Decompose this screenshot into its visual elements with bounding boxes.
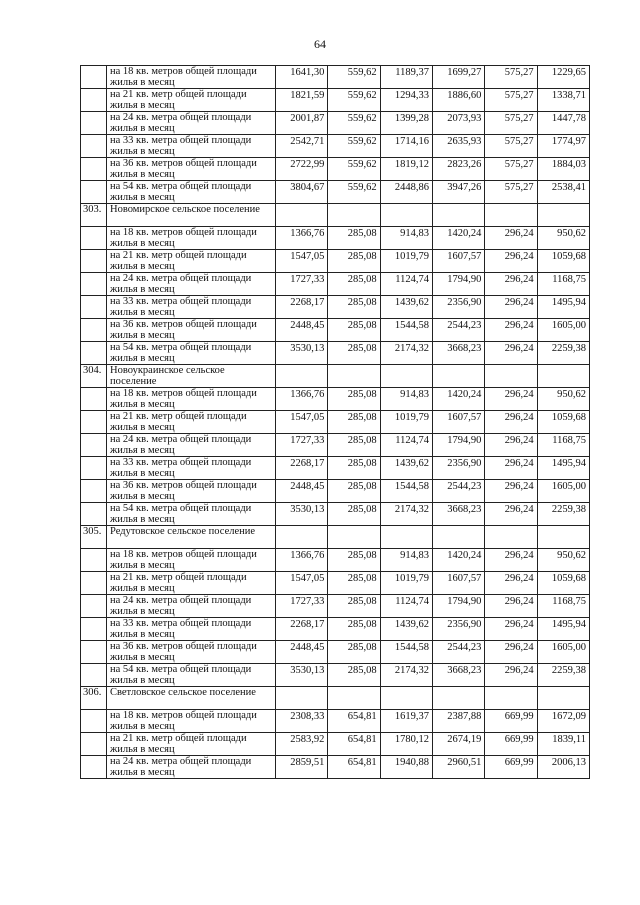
value-cell: 2674,19 [432, 733, 484, 756]
norm-description: на 24 кв. метра общей площади жилья в месяц [107, 273, 276, 296]
row-number [81, 181, 107, 204]
norm-description: на 54 кв. метра общей площади жилья в месяц [107, 503, 276, 526]
value-cell: 1420,24 [432, 549, 484, 572]
value-cell [485, 526, 537, 549]
value-cell: 1495,94 [537, 296, 589, 319]
value-cell: 2448,45 [276, 641, 328, 664]
norm-description: на 21 кв. метр общей площади жилья в месяц [107, 411, 276, 434]
value-cell [328, 204, 380, 227]
value-cell: 1605,00 [537, 319, 589, 342]
row-number: 303. [81, 204, 107, 227]
value-cell: 296,24 [485, 342, 537, 365]
value-cell: 2001,87 [276, 112, 328, 135]
table-row [81, 388, 590, 411]
value-cell: 559,62 [328, 135, 380, 158]
norm-description: на 18 кв. метров общей площади жилья в месяц [107, 549, 276, 572]
value-cell: 669,99 [485, 756, 537, 779]
table-section-row [81, 204, 590, 227]
value-cell [276, 526, 328, 549]
table-row [81, 503, 590, 526]
value-cell: 285,08 [328, 296, 380, 319]
row-number [81, 112, 107, 135]
value-cell: 1607,57 [432, 250, 484, 273]
value-cell: 285,08 [328, 641, 380, 664]
norm-description: на 21 кв. метр общей площади жилья в месяц [107, 89, 276, 112]
row-number [81, 296, 107, 319]
value-cell: 1189,37 [380, 66, 432, 89]
value-cell: 914,83 [380, 549, 432, 572]
value-cell [485, 204, 537, 227]
value-cell: 1607,57 [432, 572, 484, 595]
value-cell: 285,08 [328, 503, 380, 526]
value-cell: 296,24 [485, 480, 537, 503]
norm-description: на 36 кв. метров общей площади жилья в месяц [107, 641, 276, 664]
value-cell: 2583,92 [276, 733, 328, 756]
value-cell: 1821,59 [276, 89, 328, 112]
value-cell: 2006,13 [537, 756, 589, 779]
value-cell: 2859,51 [276, 756, 328, 779]
value-cell [432, 204, 484, 227]
page-number: 64 [314, 37, 326, 51]
value-cell: 2722,99 [276, 158, 328, 181]
value-cell: 1439,62 [380, 457, 432, 480]
value-cell: 2356,90 [432, 618, 484, 641]
value-cell: 1794,90 [432, 434, 484, 457]
value-cell: 2356,90 [432, 457, 484, 480]
value-cell: 1366,76 [276, 388, 328, 411]
value-cell: 285,08 [328, 342, 380, 365]
value-cell: 1794,90 [432, 273, 484, 296]
table-row [81, 89, 590, 112]
value-cell: 2174,32 [380, 503, 432, 526]
row-number [81, 618, 107, 641]
value-cell: 654,81 [328, 756, 380, 779]
value-cell [537, 365, 589, 388]
value-cell: 2544,23 [432, 480, 484, 503]
value-cell: 2174,32 [380, 342, 432, 365]
value-cell: 2387,88 [432, 710, 484, 733]
value-cell: 1605,00 [537, 641, 589, 664]
table-section-row [81, 687, 590, 710]
value-cell [328, 526, 380, 549]
row-number [81, 480, 107, 503]
table-row [81, 112, 590, 135]
value-cell: 1495,94 [537, 618, 589, 641]
table-row [81, 480, 590, 503]
value-cell: 1607,57 [432, 411, 484, 434]
value-cell: 1019,79 [380, 411, 432, 434]
table-row [81, 342, 590, 365]
row-number [81, 227, 107, 250]
value-cell: 296,24 [485, 296, 537, 319]
value-cell: 3668,23 [432, 664, 484, 687]
value-cell: 285,08 [328, 434, 380, 457]
value-cell: 1884,03 [537, 158, 589, 181]
value-cell: 1399,28 [380, 112, 432, 135]
norm-description: на 54 кв. метра общей площади жилья в месяц [107, 181, 276, 204]
value-cell: 2259,38 [537, 342, 589, 365]
value-cell: 296,24 [485, 664, 537, 687]
table-row [81, 181, 590, 204]
value-cell: 3530,13 [276, 664, 328, 687]
value-cell: 285,08 [328, 572, 380, 595]
value-cell: 1714,16 [380, 135, 432, 158]
table-row [81, 135, 590, 158]
value-cell: 1495,94 [537, 457, 589, 480]
value-cell: 1019,79 [380, 250, 432, 273]
norm-description: на 21 кв. метр общей площади жилья в месяц [107, 250, 276, 273]
value-cell: 1547,05 [276, 250, 328, 273]
row-number: 304. [81, 365, 107, 388]
value-cell: 2356,90 [432, 296, 484, 319]
value-cell: 3804,67 [276, 181, 328, 204]
row-number [81, 710, 107, 733]
value-cell: 285,08 [328, 227, 380, 250]
value-cell: 2174,32 [380, 664, 432, 687]
row-number [81, 135, 107, 158]
row-number [81, 319, 107, 342]
value-cell: 296,24 [485, 319, 537, 342]
settlement-name: Новоукраинское сельское поселение [107, 365, 276, 388]
row-number [81, 457, 107, 480]
row-number [81, 273, 107, 296]
value-cell: 2259,38 [537, 503, 589, 526]
value-cell: 950,62 [537, 549, 589, 572]
value-cell: 296,24 [485, 434, 537, 457]
value-cell: 2268,17 [276, 296, 328, 319]
value-cell: 1059,68 [537, 572, 589, 595]
value-cell: 2259,38 [537, 664, 589, 687]
value-cell: 1547,05 [276, 572, 328, 595]
table-row [81, 296, 590, 319]
value-cell: 2538,41 [537, 181, 589, 204]
row-number [81, 664, 107, 687]
value-cell: 1819,12 [380, 158, 432, 181]
table-row [81, 457, 590, 480]
value-cell: 1124,74 [380, 595, 432, 618]
value-cell: 296,24 [485, 595, 537, 618]
value-cell: 559,62 [328, 66, 380, 89]
value-cell: 2073,93 [432, 112, 484, 135]
value-cell: 285,08 [328, 664, 380, 687]
value-cell: 1672,09 [537, 710, 589, 733]
row-number [81, 549, 107, 572]
row-number [81, 572, 107, 595]
value-cell: 3668,23 [432, 342, 484, 365]
value-cell: 1780,12 [380, 733, 432, 756]
table-row [81, 664, 590, 687]
table-row [81, 250, 590, 273]
value-cell: 1338,71 [537, 89, 589, 112]
value-cell: 296,24 [485, 457, 537, 480]
settlement-name: Новомирское сельское поселение [107, 204, 276, 227]
value-cell: 285,08 [328, 273, 380, 296]
value-cell [328, 687, 380, 710]
table-row [81, 158, 590, 181]
value-cell: 669,99 [485, 710, 537, 733]
value-cell: 285,08 [328, 250, 380, 273]
row-number [81, 503, 107, 526]
value-cell [432, 365, 484, 388]
row-number [81, 595, 107, 618]
row-number [81, 388, 107, 411]
value-cell: 3947,26 [432, 181, 484, 204]
value-cell: 1699,27 [432, 66, 484, 89]
value-cell: 1619,37 [380, 710, 432, 733]
table-row [81, 756, 590, 779]
value-cell: 1544,58 [380, 480, 432, 503]
value-cell: 1420,24 [432, 227, 484, 250]
norm-description: на 18 кв. метров общей площади жилья в месяц [107, 710, 276, 733]
value-cell: 296,24 [485, 641, 537, 664]
row-number [81, 158, 107, 181]
value-cell: 296,24 [485, 572, 537, 595]
value-cell: 1641,30 [276, 66, 328, 89]
norm-description: на 36 кв. метров общей площади жилья в месяц [107, 158, 276, 181]
value-cell: 2542,71 [276, 135, 328, 158]
value-cell [485, 365, 537, 388]
value-cell: 285,08 [328, 618, 380, 641]
value-cell: 296,24 [485, 503, 537, 526]
norm-description: на 24 кв. метра общей площади жилья в месяц [107, 434, 276, 457]
value-cell: 1019,79 [380, 572, 432, 595]
table-row [81, 319, 590, 342]
value-cell: 669,99 [485, 733, 537, 756]
value-cell: 296,24 [485, 227, 537, 250]
table-row [81, 572, 590, 595]
value-cell: 2268,17 [276, 457, 328, 480]
value-cell: 1727,33 [276, 595, 328, 618]
value-cell: 1420,24 [432, 388, 484, 411]
value-cell: 2823,26 [432, 158, 484, 181]
value-cell [276, 687, 328, 710]
value-cell [276, 365, 328, 388]
value-cell: 575,27 [485, 112, 537, 135]
value-cell [537, 204, 589, 227]
value-cell: 2268,17 [276, 618, 328, 641]
value-cell: 1168,75 [537, 595, 589, 618]
value-cell: 950,62 [537, 388, 589, 411]
value-cell [432, 687, 484, 710]
value-cell: 1294,33 [380, 89, 432, 112]
value-cell: 950,62 [537, 227, 589, 250]
value-cell: 1059,68 [537, 411, 589, 434]
value-cell: 1124,74 [380, 273, 432, 296]
norm-description: на 18 кв. метров общей площади жилья в месяц [107, 227, 276, 250]
table-row [81, 434, 590, 457]
row-number [81, 733, 107, 756]
value-cell: 575,27 [485, 135, 537, 158]
row-number: 305. [81, 526, 107, 549]
table-section-row [81, 526, 590, 549]
value-cell [537, 526, 589, 549]
value-cell: 559,62 [328, 112, 380, 135]
table-row [81, 227, 590, 250]
value-cell: 285,08 [328, 388, 380, 411]
norm-description: на 33 кв. метра общей площади жилья в месяц [107, 618, 276, 641]
value-cell: 575,27 [485, 158, 537, 181]
value-cell: 3530,13 [276, 503, 328, 526]
value-cell: 3668,23 [432, 503, 484, 526]
value-cell: 285,08 [328, 457, 380, 480]
value-cell [432, 526, 484, 549]
row-number [81, 342, 107, 365]
value-cell: 1439,62 [380, 618, 432, 641]
norm-description: на 18 кв. метров общей площади жилья в месяц [107, 66, 276, 89]
value-cell: 2308,33 [276, 710, 328, 733]
value-cell: 2448,45 [276, 480, 328, 503]
value-cell: 575,27 [485, 181, 537, 204]
value-cell: 1059,68 [537, 250, 589, 273]
value-cell: 1168,75 [537, 273, 589, 296]
norm-description: на 33 кв. метра общей площади жилья в месяц [107, 135, 276, 158]
row-number [81, 411, 107, 434]
value-cell: 1447,78 [537, 112, 589, 135]
value-cell: 285,08 [328, 480, 380, 503]
table-row [81, 595, 590, 618]
value-cell: 1366,76 [276, 227, 328, 250]
value-cell: 914,83 [380, 388, 432, 411]
norm-description: на 36 кв. метров общей площади жилья в месяц [107, 319, 276, 342]
norm-description: на 33 кв. метра общей площади жилья в месяц [107, 296, 276, 319]
value-cell: 285,08 [328, 549, 380, 572]
value-cell: 1886,60 [432, 89, 484, 112]
value-cell: 1366,76 [276, 549, 328, 572]
value-cell: 1940,88 [380, 756, 432, 779]
value-cell: 296,24 [485, 388, 537, 411]
settlement-name: Светловское сельское поселение [107, 687, 276, 710]
table-row [81, 641, 590, 664]
norm-description: на 21 кв. метр общей площади жилья в месяц [107, 733, 276, 756]
norm-description: на 18 кв. метров общей площади жилья в месяц [107, 388, 276, 411]
row-number [81, 434, 107, 457]
value-cell [537, 687, 589, 710]
norm-description: на 24 кв. метра общей площади жилья в месяц [107, 595, 276, 618]
value-cell: 285,08 [328, 319, 380, 342]
value-cell: 1727,33 [276, 273, 328, 296]
value-cell [485, 687, 537, 710]
settlement-name: Редутовское сельское поселение [107, 526, 276, 549]
value-cell: 559,62 [328, 181, 380, 204]
value-cell: 1727,33 [276, 434, 328, 457]
value-cell: 296,24 [485, 411, 537, 434]
value-cell: 1544,58 [380, 319, 432, 342]
value-cell: 2544,23 [432, 319, 484, 342]
table-row [81, 710, 590, 733]
value-cell: 1547,05 [276, 411, 328, 434]
value-cell: 2448,86 [380, 181, 432, 204]
value-cell: 2448,45 [276, 319, 328, 342]
value-cell: 1168,75 [537, 434, 589, 457]
row-number [81, 641, 107, 664]
value-cell: 1794,90 [432, 595, 484, 618]
value-cell: 296,24 [485, 250, 537, 273]
value-cell: 1439,62 [380, 296, 432, 319]
value-cell: 1605,00 [537, 480, 589, 503]
row-number [81, 756, 107, 779]
value-cell: 1774,97 [537, 135, 589, 158]
value-cell: 575,27 [485, 66, 537, 89]
norm-description: на 24 кв. метра общей площади жилья в месяц [107, 112, 276, 135]
norm-description: на 54 кв. метра общей площади жилья в месяц [107, 664, 276, 687]
value-cell: 296,24 [485, 549, 537, 572]
value-cell: 1124,74 [380, 434, 432, 457]
value-cell: 3530,13 [276, 342, 328, 365]
value-cell: 1544,58 [380, 641, 432, 664]
norm-description: на 54 кв. метра общей площади жилья в месяц [107, 342, 276, 365]
value-cell: 1229,65 [537, 66, 589, 89]
value-cell: 296,24 [485, 618, 537, 641]
value-cell: 1839,11 [537, 733, 589, 756]
table-body [81, 66, 590, 779]
value-cell: 559,62 [328, 89, 380, 112]
value-cell [380, 526, 432, 549]
table-section-row [81, 365, 590, 388]
row-number [81, 89, 107, 112]
value-cell: 285,08 [328, 411, 380, 434]
value-cell: 914,83 [380, 227, 432, 250]
row-number [81, 66, 107, 89]
table-row [81, 733, 590, 756]
value-cell: 2960,51 [432, 756, 484, 779]
table-row [81, 273, 590, 296]
value-cell [380, 365, 432, 388]
norm-description: на 33 кв. метра общей площади жилья в месяц [107, 457, 276, 480]
row-number [81, 250, 107, 273]
value-cell: 654,81 [328, 710, 380, 733]
row-number: 306. [81, 687, 107, 710]
table-row [81, 411, 590, 434]
value-cell [276, 204, 328, 227]
table-row [81, 66, 590, 89]
value-cell: 2544,23 [432, 641, 484, 664]
table-row [81, 618, 590, 641]
value-cell: 285,08 [328, 595, 380, 618]
value-cell [380, 687, 432, 710]
value-cell: 654,81 [328, 733, 380, 756]
value-cell: 296,24 [485, 273, 537, 296]
norm-description: на 36 кв. метров общей площади жилья в месяц [107, 480, 276, 503]
value-cell: 559,62 [328, 158, 380, 181]
table-row [81, 549, 590, 572]
norm-description: на 24 кв. метра общей площади жилья в месяц [107, 756, 276, 779]
value-cell: 2635,93 [432, 135, 484, 158]
norm-description: на 21 кв. метр общей площади жилья в месяц [107, 572, 276, 595]
value-cell [380, 204, 432, 227]
value-cell [328, 365, 380, 388]
value-cell: 575,27 [485, 89, 537, 112]
tariff-table [80, 65, 590, 779]
